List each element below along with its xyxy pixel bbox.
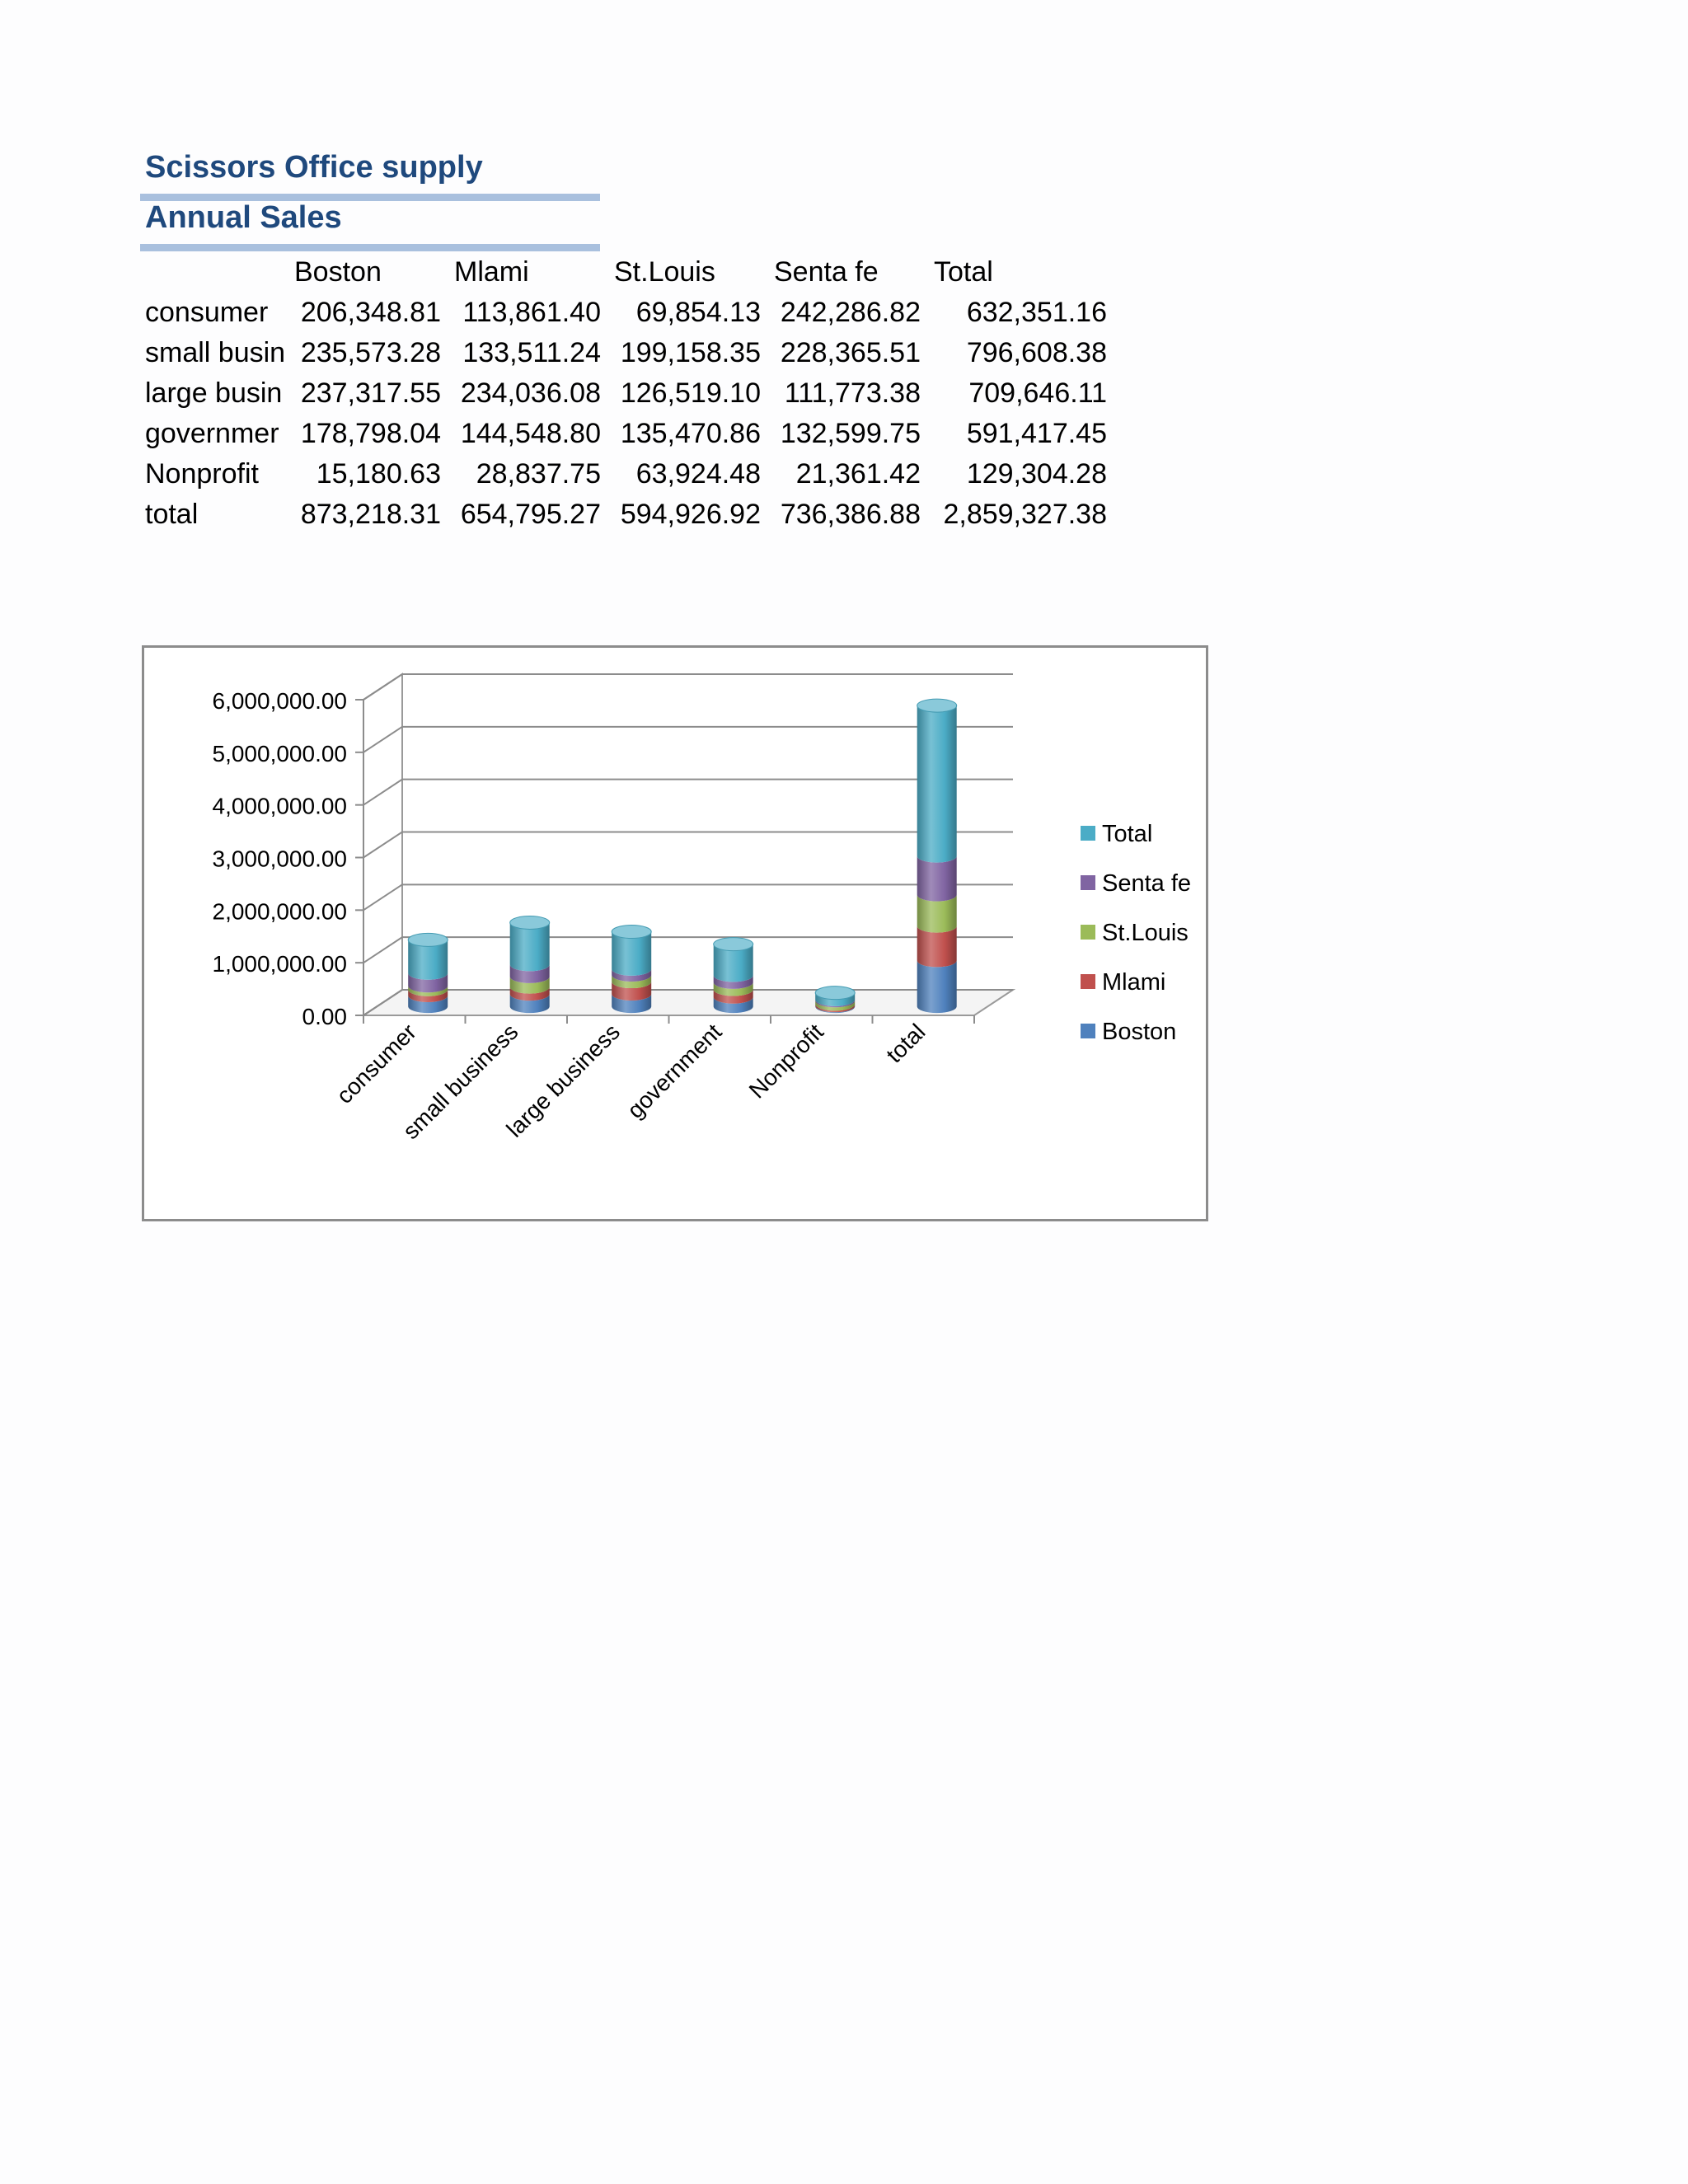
cell-sentafe: 111,773.38 bbox=[784, 377, 921, 409]
legend-label: Total bbox=[1102, 821, 1153, 847]
cell-total: 709,646.11 bbox=[968, 377, 1107, 409]
report-title: Scissors Office supply bbox=[145, 150, 483, 185]
legend-label: St.Louis bbox=[1102, 920, 1189, 946]
bar-top bbox=[510, 916, 550, 929]
cell-mlami: 28,837.75 bbox=[476, 458, 601, 490]
x-tick-label: government bbox=[622, 1019, 727, 1123]
row-label: governmer bbox=[145, 418, 279, 449]
cell-boston: 178,798.04 bbox=[300, 418, 441, 449]
bar-segment bbox=[917, 856, 957, 902]
gridline bbox=[363, 884, 1013, 910]
legend-swatch bbox=[1081, 925, 1095, 940]
x-tick-label: large business bbox=[501, 1019, 625, 1142]
bar-top bbox=[917, 699, 957, 712]
legend-label: Senta fe bbox=[1102, 870, 1192, 897]
table-row bbox=[140, 293, 1112, 333]
legend-swatch bbox=[1081, 875, 1095, 890]
chart-floor bbox=[363, 990, 1013, 1015]
x-tick-label: small business bbox=[397, 1019, 523, 1145]
y-tick-label: 4,000,000.00 bbox=[212, 793, 347, 819]
cell-mlami: 654,795.27 bbox=[460, 499, 601, 530]
y-tick-label: 2,000,000.00 bbox=[212, 898, 347, 925]
table-row bbox=[140, 454, 1112, 494]
table-row bbox=[140, 494, 1112, 535]
column-header-blank bbox=[140, 252, 286, 293]
bar-top bbox=[714, 938, 753, 951]
bar-segment bbox=[510, 922, 550, 971]
table-row bbox=[140, 373, 1112, 414]
table-header-row bbox=[140, 252, 1112, 293]
cell-mlami: 113,861.40 bbox=[462, 297, 601, 328]
cell-stlouis: 594,926.92 bbox=[620, 499, 761, 530]
cell-sentafe: 242,286.82 bbox=[780, 297, 921, 328]
table-row bbox=[140, 414, 1112, 454]
gridline bbox=[363, 674, 1013, 700]
row-label: consumer bbox=[145, 297, 269, 328]
column-header-boston: Boston bbox=[294, 256, 382, 288]
x-tick-label: Nonprofit bbox=[743, 1019, 828, 1104]
cell-sentafe: 736,386.88 bbox=[780, 499, 921, 530]
y-tick-label: 0.00 bbox=[302, 1004, 347, 1029]
cell-stlouis: 69,854.13 bbox=[635, 297, 761, 328]
column-header-stlouis: St.Louis bbox=[614, 256, 715, 288]
bar-top bbox=[612, 926, 651, 939]
row-label: total bbox=[145, 499, 199, 530]
cell-sentafe: 228,365.51 bbox=[780, 337, 921, 368]
sales-table bbox=[140, 252, 1112, 535]
gridline bbox=[363, 780, 1013, 805]
row-label: small busin bbox=[145, 337, 286, 368]
gridline bbox=[363, 727, 1013, 752]
x-tick-label: consumer bbox=[331, 1019, 421, 1109]
cell-stlouis: 199,158.35 bbox=[620, 337, 761, 368]
row-label: large busin bbox=[145, 377, 283, 409]
subtitle-underline bbox=[140, 244, 600, 251]
x-tick-label: total bbox=[881, 1019, 931, 1068]
column-header-mlami: Mlami bbox=[454, 256, 529, 288]
row-label: Nonprofit bbox=[145, 458, 259, 490]
cell-total: 796,608.38 bbox=[966, 337, 1107, 368]
gridline bbox=[363, 832, 1013, 858]
cell-total: 2,859,327.38 bbox=[943, 499, 1107, 530]
bar-segment bbox=[917, 960, 957, 1013]
legend-label: Boston bbox=[1102, 1019, 1177, 1045]
cell-mlami: 144,548.80 bbox=[460, 418, 601, 449]
cell-sentafe: 132,599.75 bbox=[780, 418, 921, 449]
cell-stlouis: 63,924.48 bbox=[635, 458, 761, 490]
cell-total: 632,351.16 bbox=[966, 297, 1107, 328]
cell-boston: 237,317.55 bbox=[300, 377, 441, 409]
legend-swatch bbox=[1081, 974, 1095, 989]
cell-total: 129,304.28 bbox=[966, 458, 1107, 490]
bar-top bbox=[408, 933, 448, 946]
report-subtitle: Annual Sales bbox=[145, 200, 342, 235]
bar-top bbox=[815, 987, 855, 1000]
y-tick-label: 6,000,000.00 bbox=[212, 688, 347, 714]
stacked-bar-chart bbox=[144, 648, 1206, 1219]
y-tick-label: 1,000,000.00 bbox=[212, 951, 347, 977]
cell-sentafe: 21,361.42 bbox=[795, 458, 921, 490]
cell-mlami: 234,036.08 bbox=[460, 377, 601, 409]
legend-swatch bbox=[1081, 826, 1095, 841]
gridline bbox=[363, 937, 1013, 963]
cell-stlouis: 135,470.86 bbox=[620, 418, 761, 449]
column-header-sentafe: Senta fe bbox=[774, 256, 879, 288]
cell-boston: 873,218.31 bbox=[300, 499, 441, 530]
cell-boston: 235,573.28 bbox=[300, 337, 441, 368]
y-tick-label: 5,000,000.00 bbox=[212, 740, 347, 766]
bar-segment bbox=[917, 705, 957, 863]
table-row bbox=[140, 333, 1112, 373]
cell-stlouis: 126,519.10 bbox=[620, 377, 761, 409]
column-header-total: Total bbox=[934, 256, 993, 288]
legend-swatch bbox=[1081, 1024, 1095, 1038]
chart-container bbox=[142, 645, 1208, 1221]
cell-boston: 15,180.63 bbox=[316, 458, 441, 490]
cell-total: 591,417.45 bbox=[966, 418, 1107, 449]
cell-mlami: 133,511.24 bbox=[462, 337, 601, 368]
cell-boston: 206,348.81 bbox=[300, 297, 441, 328]
y-tick-label: 3,000,000.00 bbox=[212, 846, 347, 872]
legend-label: Mlami bbox=[1102, 969, 1166, 996]
